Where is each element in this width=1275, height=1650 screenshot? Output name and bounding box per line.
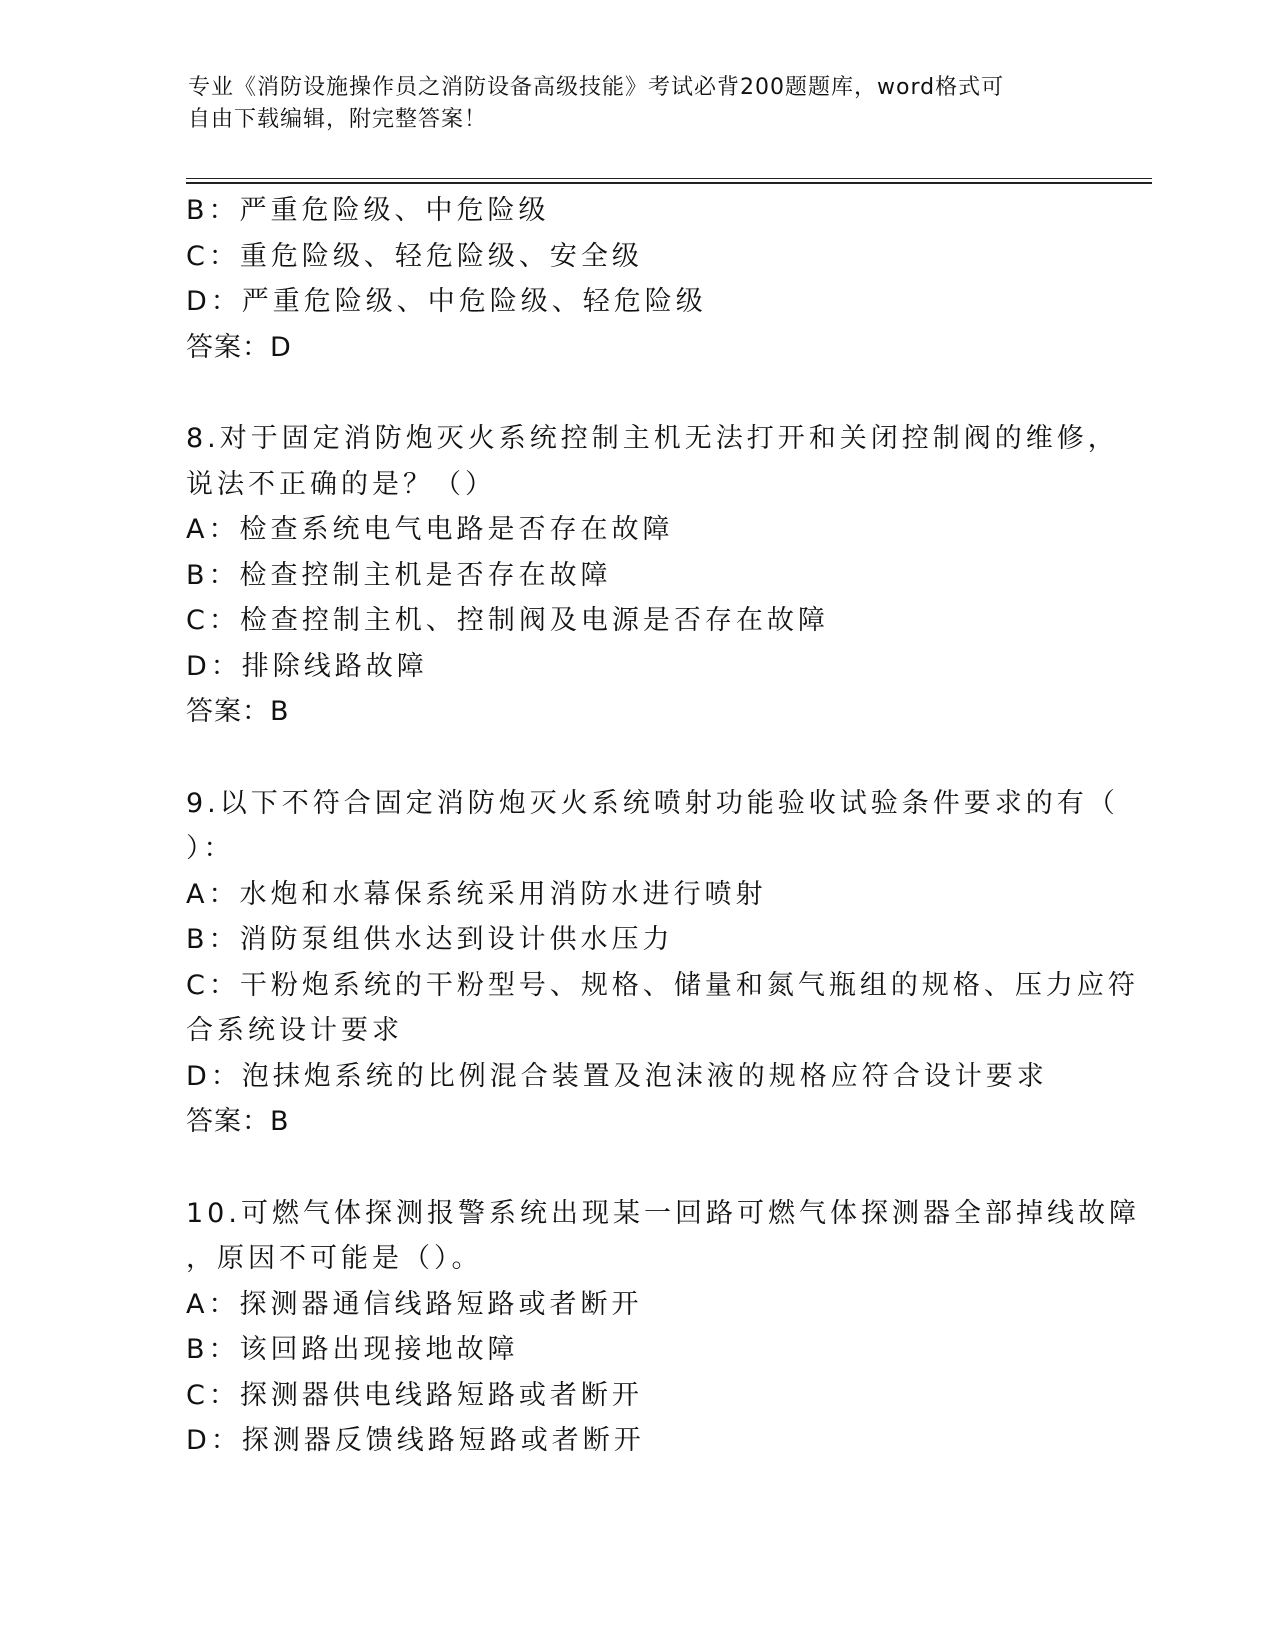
question-9 [186, 781, 1139, 1145]
option-c-continued: 合系统设计要求 [186, 1015, 403, 1046]
question-stem: 9.以下不符合固定消防炮灭火系统喷射功能验收试验条件要求的有（ [186, 787, 1119, 819]
option-b: B：严重危险级、中危险级 [186, 195, 550, 226]
question-stem-continued: ）： [186, 833, 235, 864]
header-divider-bottom [186, 182, 1152, 184]
header-line-1: 专业《消防设施操作员之消防设备高级技能》考试必背200题题库，word格式可 [188, 75, 1005, 100]
question-stem: 8.对于固定消防炮灭火系统控制主机无法打开和关闭控制阀的维修， [186, 423, 1119, 454]
spacer [186, 735, 1086, 781]
question-8 [186, 416, 1119, 735]
option-d: D：排除线路故障 [186, 650, 428, 682]
option-a: A：检查系统电气电路是否存在故障 [186, 514, 674, 545]
option-a: A：水炮和水幕保系统采用消防水进行喷射 [186, 878, 767, 910]
option-a: A：探测器通信线路短路或者断开 [186, 1288, 643, 1320]
option-d: D：严重危险级、中危险级、轻危险级 [186, 286, 707, 317]
answer-line: 答案：D [186, 331, 292, 363]
option-b: B：消防泵组供水达到设计供水压力 [186, 924, 674, 955]
spacer [186, 370, 1086, 416]
option-c: C：重危险级、轻危险级、安全级 [186, 240, 643, 272]
option-d: D：探测器反馈线路短路或者断开 [186, 1425, 645, 1456]
question-7-continued [186, 188, 1086, 370]
question-stem-continued: 说法不正确的是？（） [186, 468, 496, 500]
question-stem-continued: ，原因不可能是（）。 [186, 1243, 483, 1274]
question-list [186, 188, 1140, 1464]
answer-line: 答案：B [186, 1106, 290, 1137]
option-c: C：干粉炮系统的干粉型号、规格、储量和氮气瓶组的规格、压力应符 [186, 969, 1139, 1001]
option-d: D：泡抹炮系统的比例混合装置及泡沫液的规格应符合设计要求 [186, 1060, 1048, 1092]
question-stem: 10.可燃气体探测报警系统出现某一回路可燃气体探测器全部掉线故障 [186, 1197, 1140, 1229]
answer-line: 答案：B [186, 696, 290, 727]
question-10 [186, 1191, 1140, 1464]
option-b: B：该回路出现接地故障 [186, 1334, 519, 1365]
option-b: B：检查控制主机是否存在故障 [186, 559, 612, 591]
option-c: C：探测器供电线路短路或者断开 [186, 1379, 643, 1411]
header-line-2: 自由下载编辑，附完整答案！ [188, 107, 488, 132]
header-divider-top [186, 178, 1152, 179]
option-c: C：检查控制主机、控制阀及电源是否存在故障 [186, 605, 829, 636]
spacer [186, 1145, 1086, 1191]
page-header [188, 72, 1068, 136]
